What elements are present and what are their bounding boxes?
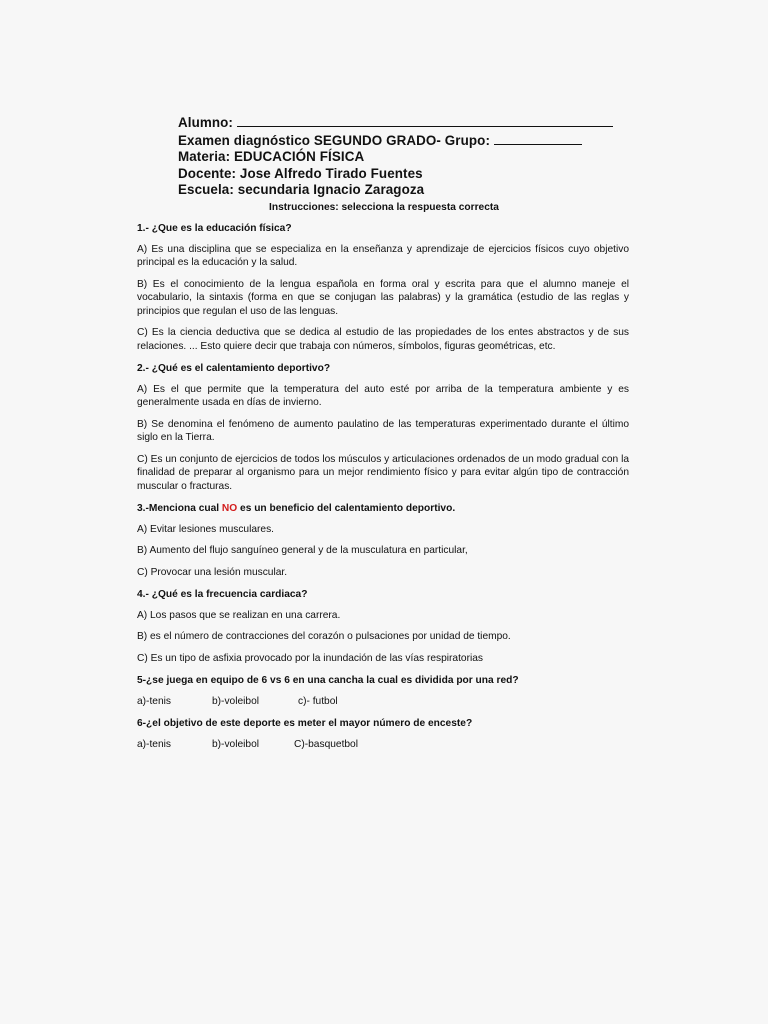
question-1-title: 1.- ¿Que es la educación física? [137,223,292,234]
teacher-line: Docente: Jose Alfredo Tirado Fuentes [178,165,423,181]
question-6-option-c: C)-basquetbol [294,738,358,750]
question-4-title: 4.- ¿Qué es la frecuencia cardiaca? [137,589,308,600]
question-3-option-a: A) Evitar lesiones musculares. [137,523,275,535]
exam-title: Examen diagnóstico SEGUNDO GRADO- Grupo: [178,132,491,148]
question-4-option-b: B) es el número de contracciones del corazón o pulsaciones por unidad de tiempo. [137,631,511,642]
question-1-option-c: C) Es la ciencia deductiva que se dedica al estudio de las propiedades de los entes abstractos y de sus relaciones. ... Esto quiere decir que trabaja con números, símbolos, figuras geométricas, etc. [137,327,629,352]
school-line: Escuela: secundaria Ignacio Zaragoza [178,182,425,197]
question-1-option-a: A) Es una disciplina que se especializa en la enseñanza y aprendizaje de ejercicios físicos cuyo objetivo principal es la educación y la salud. [137,243,629,268]
question-6-title: 6-¿el objetivo de este deporte es meter el mayor número de enceste? [137,718,473,729]
question-2-option-a: A) Es el que permite que la temperatura del auto esté por arriba de la temperatura ambiente y es generalmente usada en días de invierno. [137,383,629,408]
question-3-title-pre: 3.-Menciona cual [137,503,222,514]
question-5-option-c: c)- futbol [298,695,338,707]
questions-body [137,222,629,757]
group-blank [494,132,582,145]
question-6-option-b: b)-voleibol [212,738,259,750]
question-4-option-c: C) Es un tipo de asfixia provocado por la inundación de las vías respiratorias [137,652,483,664]
question-2-title: 2.- ¿Qué es el calentamiento deportivo? [137,363,331,374]
question-3-option-b: B) Aumento del flujo sanguíneo general y de la musculatura en particular, [137,545,468,556]
question-3-title [137,502,629,516]
question-3-option-c: C) Provocar una lesión muscular. [137,566,288,578]
question-5-choices [137,695,629,709]
question-2-option-c: C) Es un conjunto de ejercicios de todos los músculos y articulaciones ordenados de un modo gradual con la finalidad de preparar al organismo para un mejor rendimiento físico y para evitar algún tipo de contracción muscular o fracturas. [137,453,629,492]
exam-title-line [178,132,628,150]
question-5-option-b: b)-voleibol [212,695,259,707]
question-3-title-post: es un beneficio del calentamiento deportivo. [237,503,456,514]
exam-header [178,114,628,199]
question-5-option-a: a)-tenis [137,695,171,707]
question-3-title-negation: NO [221,503,238,514]
question-2-option-b: B) Se denomina el fenómeno de aumento paulatino de las temperaturas experimentado durante el último siglo en la Tierra. [137,418,629,443]
question-6-option-a: a)-tenis [137,738,171,750]
question-6-choices [137,738,629,752]
question-4-option-a: A) Los pasos que se realizan en una carrera. [137,609,341,621]
question-1-option-b: B) Es el conocimiento de la lengua española en forma oral y escrita para que el alumno maneje el vocabulario, la sintaxis (forma en que se conjugan las palabras) y la gramática (estudio de las reglas y principios que regulan el uso de las lenguas. [137,278,629,317]
instructions: Instrucciones: selecciona la respuesta correcta [269,202,499,213]
student-name-blank [237,114,613,127]
question-5-title: 5-¿se juega en equipo de 6 vs 6 en una cancha la cual es dividida por una red? [137,675,519,686]
subject-line: Materia: EDUCACIÓN FÍSICA [178,149,365,164]
student-label: Alumno: [178,115,233,130]
student-name-line [178,114,628,132]
